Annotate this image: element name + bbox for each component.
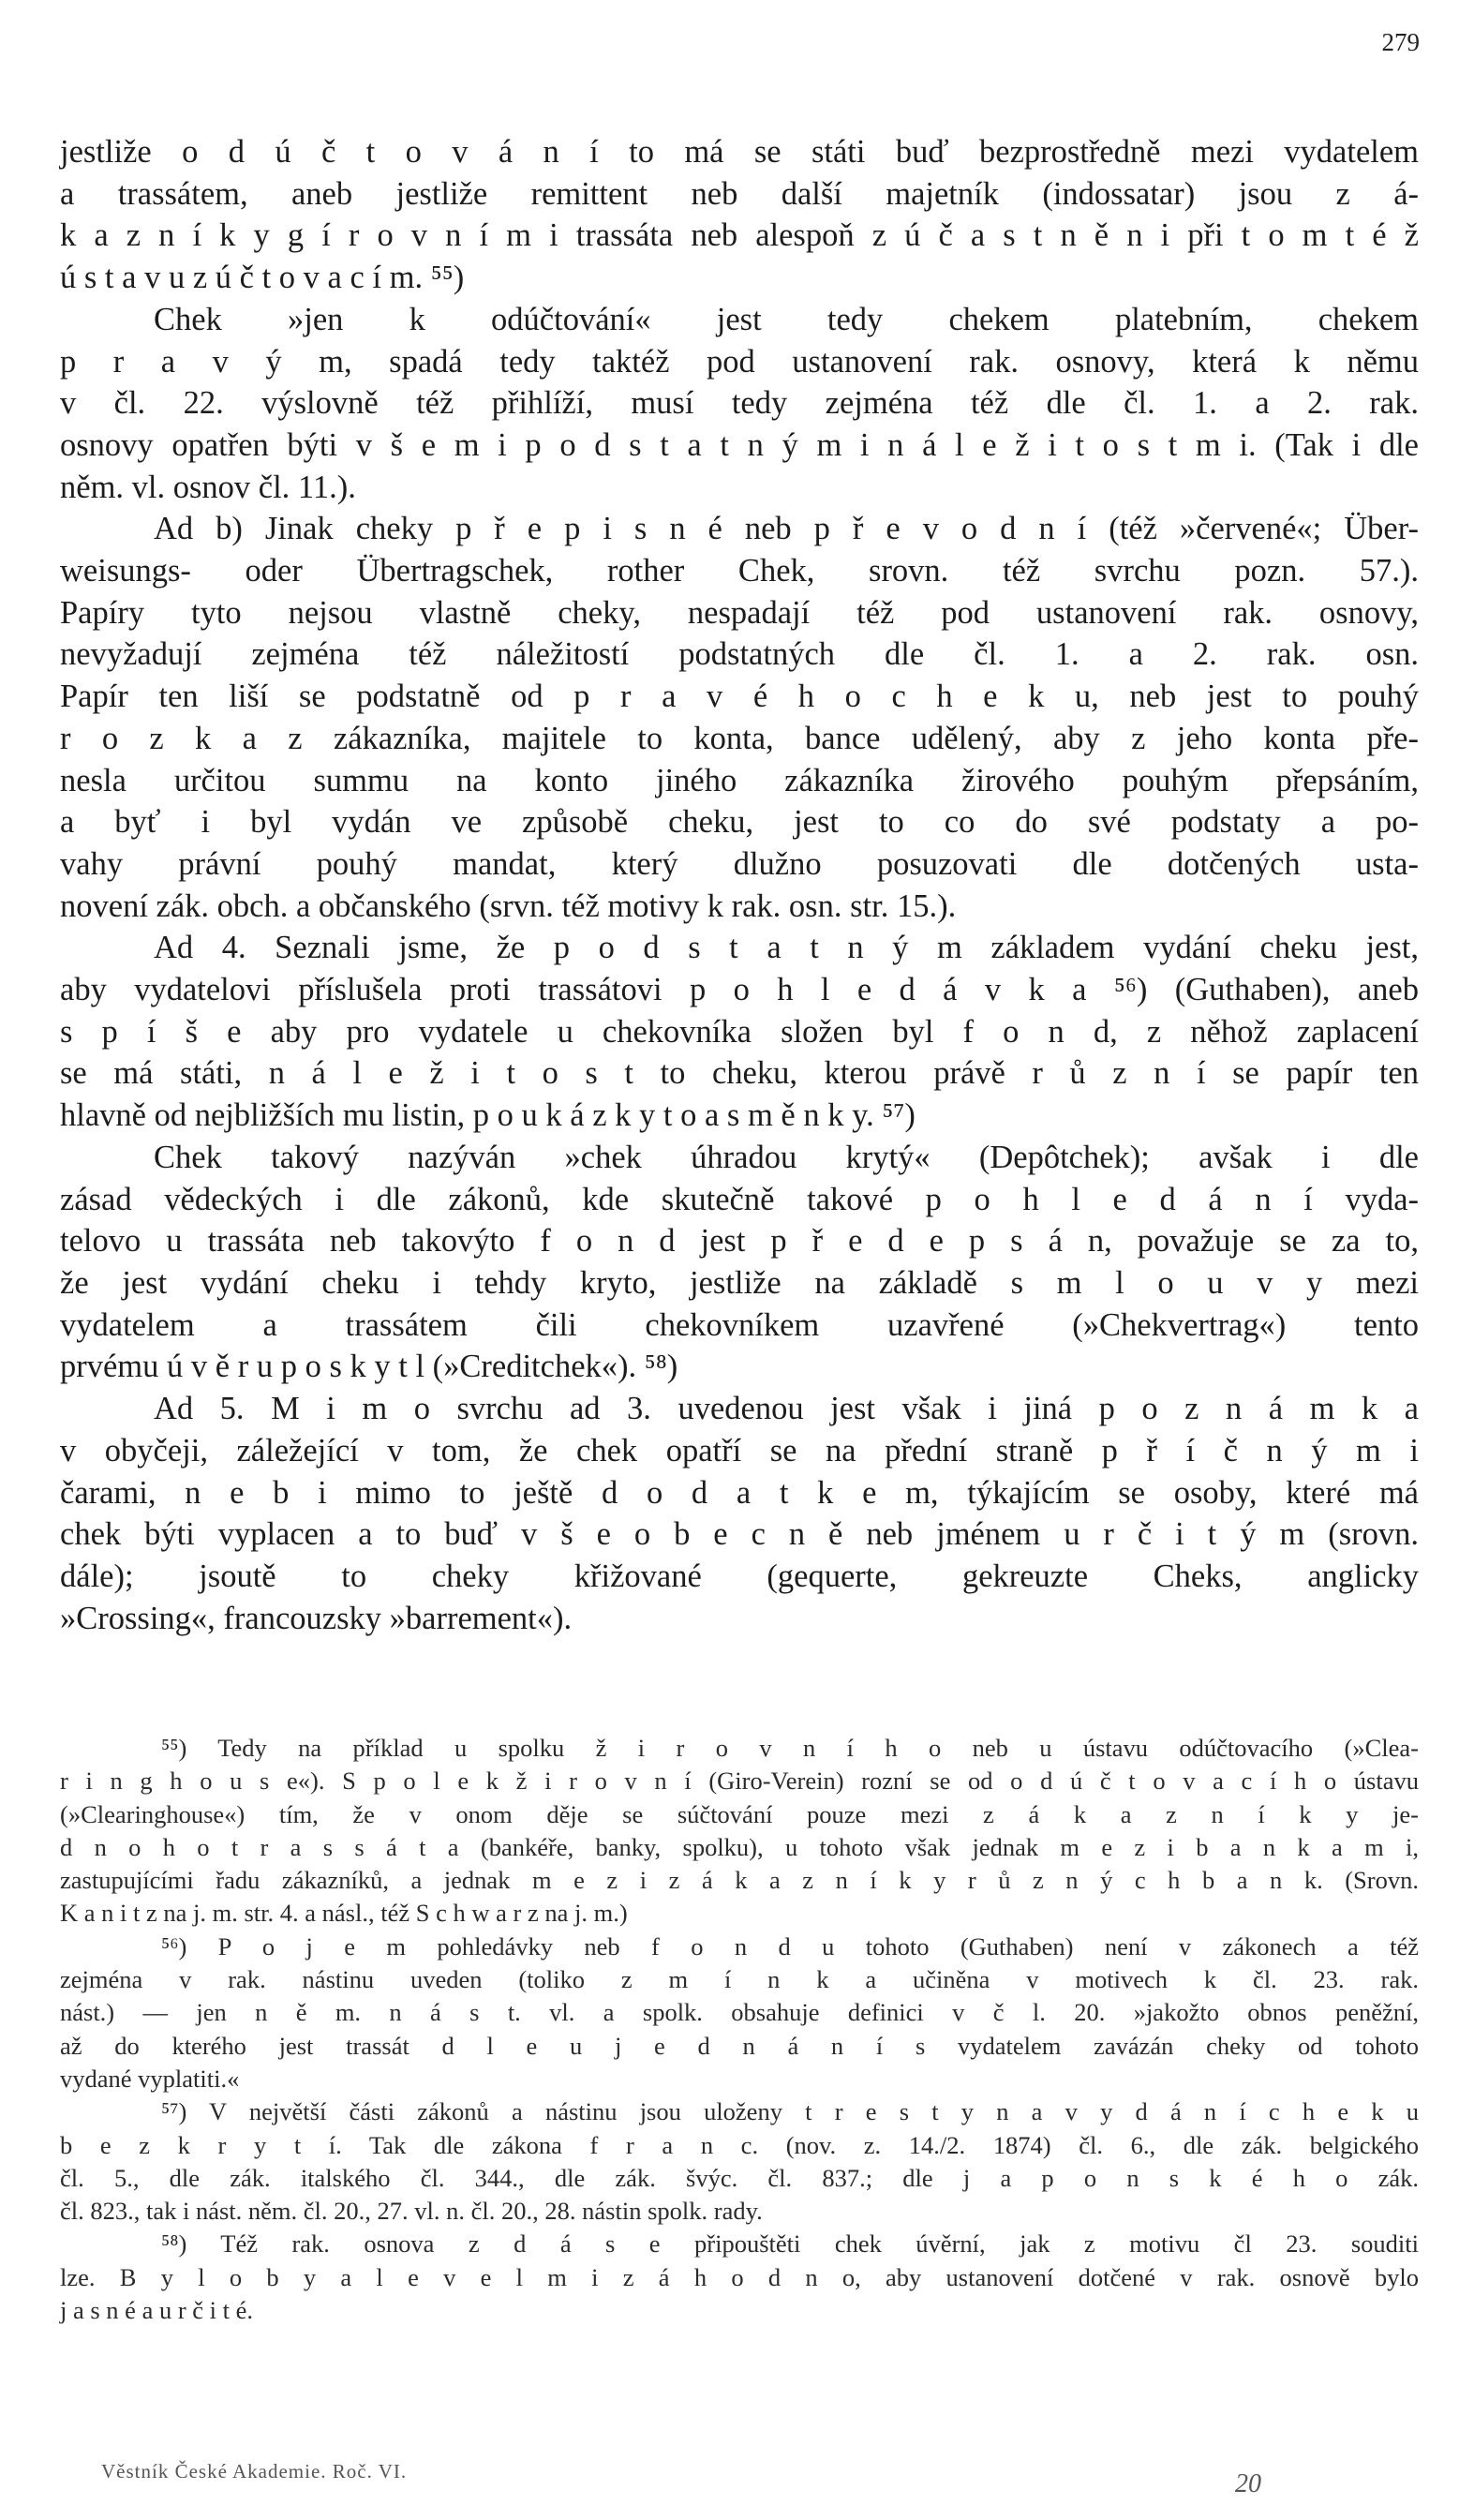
signature-mark: 20 bbox=[1235, 2469, 1261, 2498]
text-line: osnovy opatřen býti v š e m i p o d s t a t n ý m i n á l e ž i t o s t m i. (Tak i dle bbox=[60, 426, 1419, 463]
footnote-line: j a s n é a u r č i t é. bbox=[60, 2296, 254, 2325]
text-line: nesla určitou summu na konto jiného zákazníka žirového pouhým přepsáním, bbox=[60, 762, 1419, 798]
main-text bbox=[60, 131, 1419, 1639]
footnote-line: zejména v rak. nástinu uveden (toliko z m í n k a učiněna v motivech k čl. 23. rak. bbox=[60, 1965, 1419, 1994]
text-line: Ad b) Jinak cheky p ř e p i s n é neb p ř e v o d n í (též »červené«; Über- bbox=[154, 511, 1419, 547]
text-line: dále); jsoutě to cheky křižované (gequerte, gekreuzte Cheks, anglicky bbox=[60, 1558, 1419, 1594]
footnote-line: (»Clearinghouse«) tím, že v onom děje se súčtování pouze mezi z á k a z n í k y je- bbox=[60, 1799, 1419, 1828]
footnote-line: d n o h o t r a s s á t a (bankéře, banky, spolku), u tohoto však jednak m e z i b a n k a m i, bbox=[60, 1832, 1419, 1861]
text-line: vahy právní pouhý mandat, který dlužno posuzovati dle dotčených usta- bbox=[60, 845, 1419, 882]
text-line: vydatelem a trassátem čili chekovníkem uzavřené (»Chekvertrag«) tento bbox=[60, 1306, 1419, 1343]
footnote-line: až do kterého jest trassát d l e u j e d n á n í s vydatelem zavázán cheky od tohoto bbox=[60, 2031, 1419, 2060]
text-line: chek býti vyplacen a to buď v š e o b e c n ě neb jménem u r č i t ý m (srovn. bbox=[60, 1516, 1419, 1553]
text-line: Papíry tyto nejsou vlastně cheky, nespadají též pod ustanovení rak. osnovy, bbox=[60, 594, 1419, 631]
footnote-line: čl. 5., dle zák. italského čl. 344., dle zák. švýc. čl. 837.; dle j a p o n s k é h o zák. bbox=[60, 2163, 1419, 2192]
text-line: se má státi, n á l e ž i t o s t to cheku, kterou právě r ů z n í se papír ten bbox=[60, 1055, 1419, 1092]
text-line: »Crossing«, francouzsky »barrement«). bbox=[60, 1600, 573, 1636]
text-line: hlavně od nejbližších mu listin, p o u k á z k y t o a s m ě n k y. ⁵⁷) bbox=[60, 1097, 916, 1134]
text-line: něm. vl. osnov čl. 11.). bbox=[60, 469, 356, 505]
text-line: a byť i byl vydán ve způsobě cheku, jest to co do své podstaty a po- bbox=[60, 804, 1419, 841]
footnote-line: r i n g h o u s e«). S p o l e k ž i r o v n í (Giro-Verein) rozní se od o d ú č t o v a c í h o ústavu bbox=[60, 1767, 1419, 1796]
text-line: weisungs- oder Übertragschek, rother Chek, srovn. též svrchu pozn. 57.). bbox=[60, 553, 1419, 589]
text-line: Ad 5. M i m o svrchu ad 3. uvedenou jest však i jiná p o z n á m k a bbox=[154, 1391, 1419, 1427]
footnote-line: ⁵⁵) Tedy na příklad u spolku ž i r o v n í h o neb u ústavu odúčtovacího (»Clea- bbox=[161, 1734, 1419, 1762]
footnote-line: zastupujícími řadu zákazníků, a jednak m e z i z á k a z n í k y r ů z n ý c h b a n k. (Srovn. bbox=[60, 1866, 1419, 1895]
footnote-line: čl. 823., tak i nást. něm. čl. 20., 27. vl. n. čl. 20., 28. nástin spolk. rady. bbox=[60, 2197, 763, 2226]
text-line: zásad vědeckých i dle zákonů, kde skutečně takové p o h l e d á n í vyda- bbox=[60, 1181, 1419, 1217]
footnote-line: K a n i t z na j. m. str. 4. a násl., též S c h w a r z na j. m.) bbox=[60, 1899, 628, 1928]
text-line: telovo u trassáta neb takovýto f o n d jest p ř e d e p s á n, považuje se za to, bbox=[60, 1223, 1419, 1260]
text-line: Chek »jen k odúčtování« jest tedy chekem platebním, chekem bbox=[154, 301, 1419, 337]
text-line: k a z n í k y g í r o v n í m i trassáta neb alespoň z ú č a s t n ě n i při t o m t é ž bbox=[60, 217, 1419, 254]
text-line: v čl. 22. výslovně též přihlíží, musí tedy zejména též dle čl. 1. a 2. rak. bbox=[60, 385, 1419, 422]
text-line: Papír ten liší se podstatně od p r a v é h o c h e k u, neb jest to pouhý bbox=[60, 678, 1419, 715]
text-line: aby vydatelovi příslušela proti trassátovi p o h l e d á v k a ⁵⁶) (Guthaben), aneb bbox=[60, 972, 1419, 1008]
page-footer: Věstník České Akademie. Roč. VI. bbox=[101, 2460, 408, 2483]
text-line: novení zák. obch. a občanského (srvn. též motivy k rak. osn. str. 15.). bbox=[60, 887, 957, 924]
text-line: r o z k a z zákazníka, majitele to konta, bance udělený, aby z jeho konta pře- bbox=[60, 720, 1419, 756]
footnote-line: nást.) — jen n ě m. n á s t. vl. a spolk. obsahuje definici v č l. 20. »jakožto obnos peněžní, bbox=[60, 1998, 1419, 2027]
text-line: a trassátem, aneb jestliže remittent neb další majetník (indossatar) jsou z á- bbox=[60, 175, 1419, 212]
text-line: čarami, n e b i mimo to ještě d o d a t k e m, týkajícím se osoby, které má bbox=[60, 1474, 1419, 1511]
text-line: že jest vydání cheku i tehdy kryto, jestliže na základě s m l o u v y mezi bbox=[60, 1264, 1419, 1301]
footnote-line: b e z k r y t í. Tak dle zákona f r a n c. (nov. z. 14./2. 1874) čl. 6., dle zák. belgického bbox=[60, 2130, 1419, 2159]
page-number: 279 bbox=[1381, 28, 1420, 56]
text-line: ú s t a v u z ú č t o v a c í m. ⁵⁵) bbox=[60, 260, 465, 296]
text-line: nevyžadují zejména též náležitostí podstatných dle čl. 1. a 2. rak. osn. bbox=[60, 636, 1419, 673]
footnotes bbox=[60, 1732, 1419, 2327]
text-line: jestliže o d ú č t o v á n í to má se státi buď bezprostředně mezi vydatelem bbox=[60, 134, 1419, 170]
text-line: p r a v ý m, spadá tedy taktéž pod ustanovení rak. osnovy, která k němu bbox=[60, 343, 1419, 380]
text-line: Ad 4. Seznali jsme, že p o d s t a t n ý m základem vydání cheku jest, bbox=[154, 930, 1419, 966]
text-line: v obyčeji, záležející v tom, že chek opatří se na přední straně p ř í č n ý m i bbox=[60, 1432, 1419, 1469]
footnote-line: ⁵⁷) V největší části zákonů a nástinu jsou uloženy t r e s t y n a v y d á n í c h e k u bbox=[161, 2097, 1419, 2126]
footnote-line: ⁵⁶) P o j e m pohledávky neb f o n d u tohoto (Guthaben) není v zákonech a též bbox=[161, 1931, 1419, 1961]
text-line: s p í š e aby pro vydatele u chekovníka složen byl f o n d, z něhož zaplacení bbox=[60, 1013, 1419, 1050]
footnote-line: ⁵⁸) Též rak. osnova z d á s e připouštěti chek úvěrní, jak z motivu čl 23. souditi bbox=[161, 2229, 1419, 2259]
footnote-line: vydané vyplatiti.« bbox=[60, 2064, 240, 2093]
text-line: prvému ú v ě r u p o s k y t l (»Creditchek«). ⁵⁸) bbox=[60, 1349, 678, 1385]
footnote-line: lze. B y l o b y a l e v e l m i z á h o d n o, aby ustanovení dotčené v rak. osnově bylo bbox=[60, 2262, 1419, 2291]
text-line: Chek takový nazýván »chek úhradou krytý« (Depôtchek); avšak i dle bbox=[154, 1139, 1419, 1175]
